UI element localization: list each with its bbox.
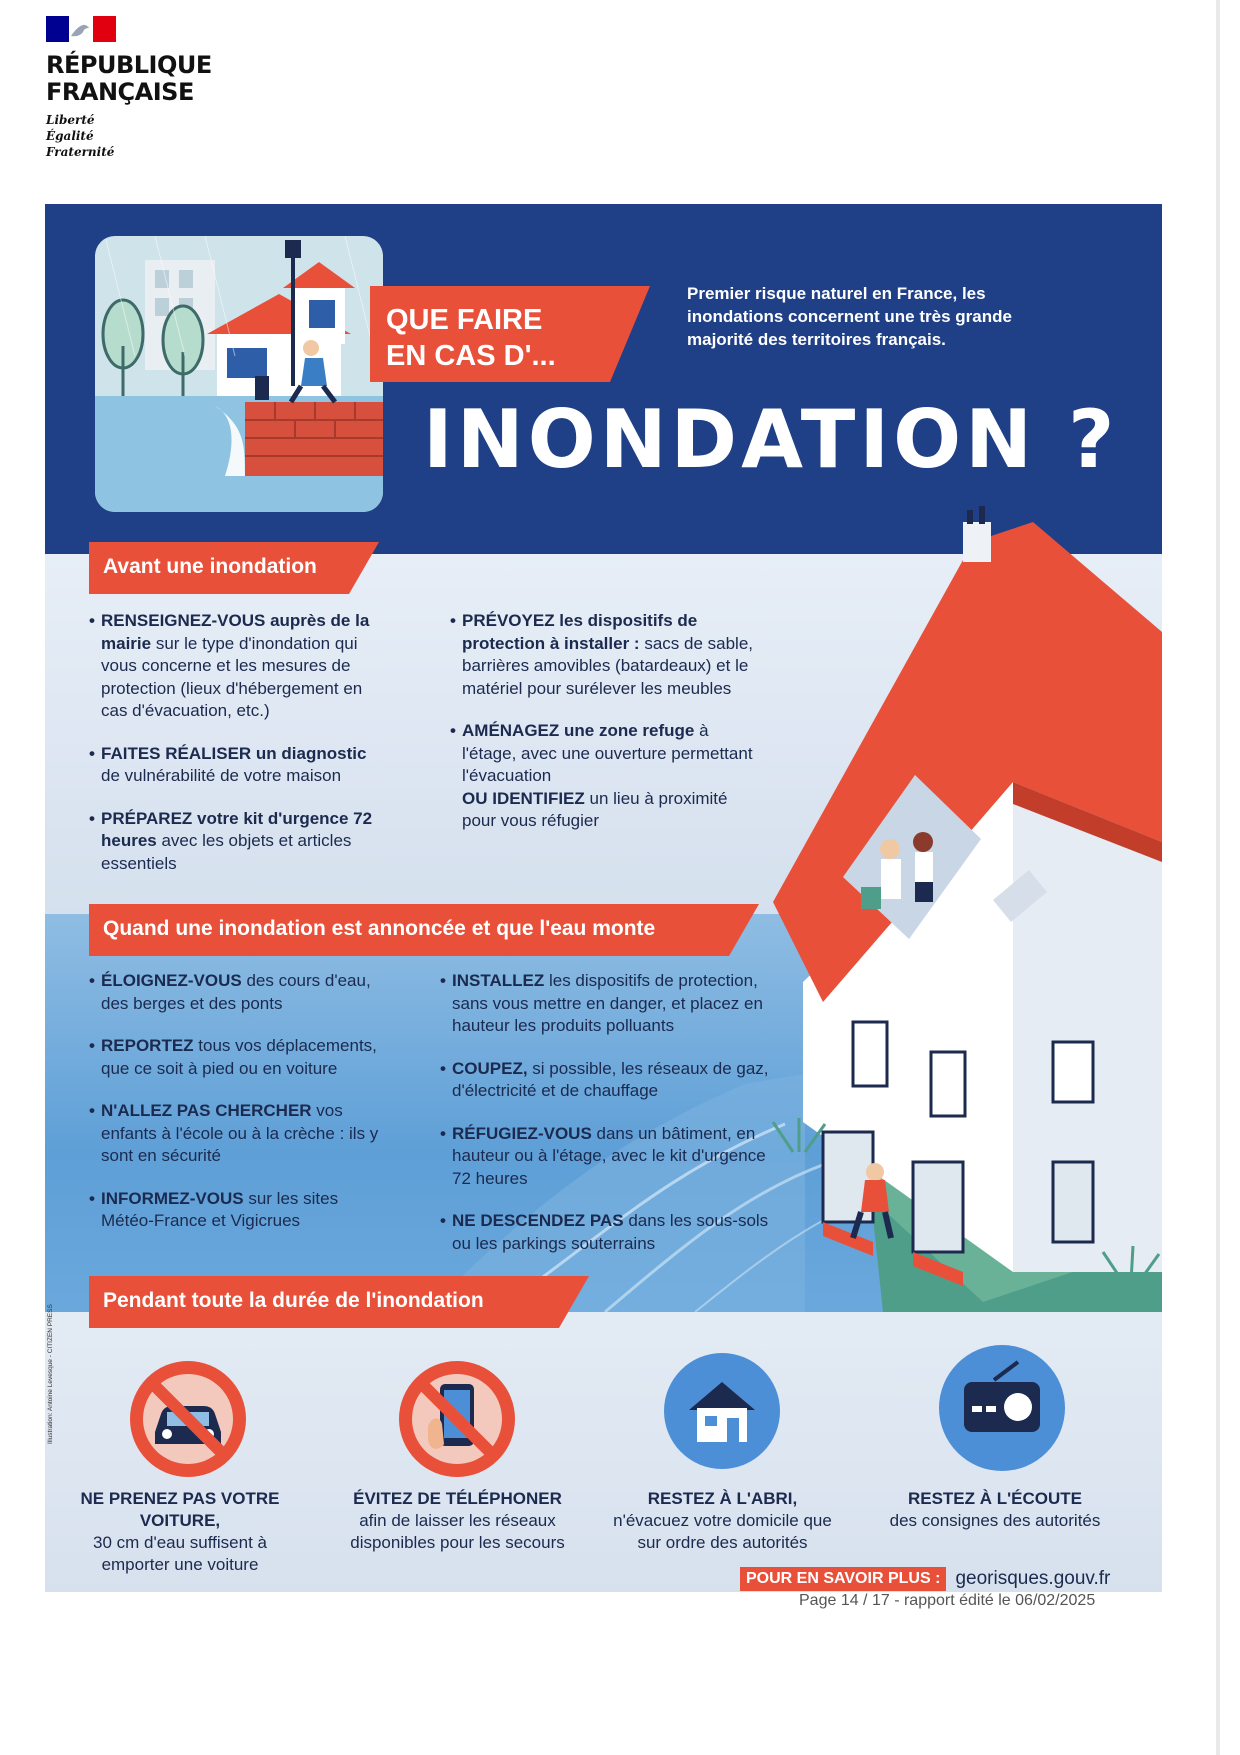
learn-more — [740, 1567, 1110, 1592]
republique-francaise-logo — [46, 16, 246, 160]
during-heading-text: Pendant toute la durée de l'inondation — [103, 1289, 484, 1312]
announced-left-column — [89, 970, 389, 1253]
intro-text: Premier risque naturel en France, les inondations concernent une très grande majorité des territoires français. — [687, 284, 1012, 349]
list-item: • PRÉPAREZ votre kit d'urgence 72 heures avec les objets et articles essentiels — [89, 808, 389, 876]
list-item: • ÉLOIGNEZ-VOUS des cours d'eau, des berges et des ponts — [89, 970, 389, 1015]
list-item: • RÉFUGIEZ-VOUS dans un bâtiment, en hauteur ou à l'étage, avec le kit d'urgence 72 heures — [440, 1123, 770, 1191]
flood-poster — [45, 204, 1162, 1592]
illustration-credit: Illustration: Antoine Levesque - CITIZEN PRESS — [47, 1304, 54, 1444]
page-edge — [1216, 0, 1220, 1755]
list-item: • AMÉNAGEZ une zone refuge à l'étage, avec une ouverture permettant l'évacuation OU IDENTIFIEZ un lieu à proximité pour vous réfugier — [450, 720, 760, 833]
list-item: • RENSEIGNEZ-VOUS auprès de la mairie sur le type d'inondation qui vous concerne et les mesures de protection (lieux d'hébergement en cas d'évacuation, etc.) — [89, 610, 389, 723]
announced-right-column — [440, 970, 770, 1275]
republic-line-1: RÉPUBLIQUE — [46, 51, 212, 79]
que-faire-line-1: QUE FAIRE — [386, 304, 543, 336]
motto-fraternite: Fraternité — [46, 145, 115, 159]
during-section-heading — [89, 1276, 589, 1328]
list-item: • REPORTEZ tous vos déplacements, que ce soit à pied ou en voiture — [89, 1035, 389, 1080]
house-refuge-illustration — [763, 482, 1162, 1312]
no-car-icon — [129, 1360, 247, 1478]
caption-no-phone: ÉVITEZ DE TÉLÉPHONER afin de laisser les réseaux disponibles pour les secours — [350, 1489, 565, 1552]
list-item: • FAITES RÉALISER un diagnostic de vulnérabilité de votre maison — [89, 743, 389, 788]
announced-section-heading — [89, 904, 759, 956]
before-heading-text: Avant une inondation — [103, 555, 317, 578]
radio-icon — [938, 1344, 1056, 1462]
list-item: • INFORMEZ-VOUS sur les sites Météo-France et Vigicrues — [89, 1188, 389, 1233]
motto-egalite: Égalité — [46, 129, 94, 143]
before-left-column — [89, 610, 389, 895]
que-faire-line-2: EN CAS D'... — [386, 340, 556, 372]
flood-scene-illustration — [95, 236, 383, 512]
marianne-flag-icon — [46, 16, 116, 42]
no-phone-icon — [398, 1360, 516, 1478]
learn-more-label: POUR EN SAVOIR PLUS : — [740, 1567, 946, 1591]
list-item: • N'ALLEZ PAS CHERCHER vos enfants à l'école ou à la crèche : ils y sont en sécurité — [89, 1100, 389, 1168]
republic-line-2: FRANÇAISE — [46, 78, 194, 106]
before-right-column — [450, 610, 760, 853]
before-section-heading — [89, 542, 379, 594]
page-footer: Page 14 / 17 - rapport édité le 06/02/2025 — [799, 1592, 1096, 1609]
que-faire-banner — [370, 286, 650, 382]
caption-no-car: NE PRENEZ PAS VOTRE VOITURE, 30 cm d'eau suffisent à emporter une voiture — [80, 1489, 280, 1574]
list-item: • INSTALLEZ les dispositifs de protection, sans vous mettre en danger, et placez en hauteur les produits polluants — [440, 970, 770, 1038]
caption-stay-tuned: RESTEZ À L'ÉCOUTE des consignes des autorités — [889, 1489, 1101, 1530]
list-item: • NE DESCENDEZ PAS dans les sous-sols ou les parkings souterrains — [440, 1210, 770, 1255]
list-item: • PRÉVOYEZ les dispositifs de protection à installer : sacs de sable, barrières amovibles (batardeaux) et le matériel pour surélever les meubles — [450, 610, 760, 700]
poster-title: INONDATION ? — [423, 393, 1119, 486]
house-icon — [663, 1352, 781, 1470]
caption-stay-sheltered: RESTEZ À L'ABRI, n'évacuez votre domicile que sur ordre des autorités — [613, 1489, 832, 1552]
georisques-link[interactable]: georisques.gouv.fr — [955, 1568, 1111, 1589]
list-item: • COUPEZ, si possible, les réseaux de gaz, d'électricité et de chauffage — [440, 1058, 770, 1103]
motto-liberte: Liberté — [46, 113, 95, 127]
announced-heading-text: Quand une inondation est annoncée et que l'eau monte — [103, 917, 656, 940]
